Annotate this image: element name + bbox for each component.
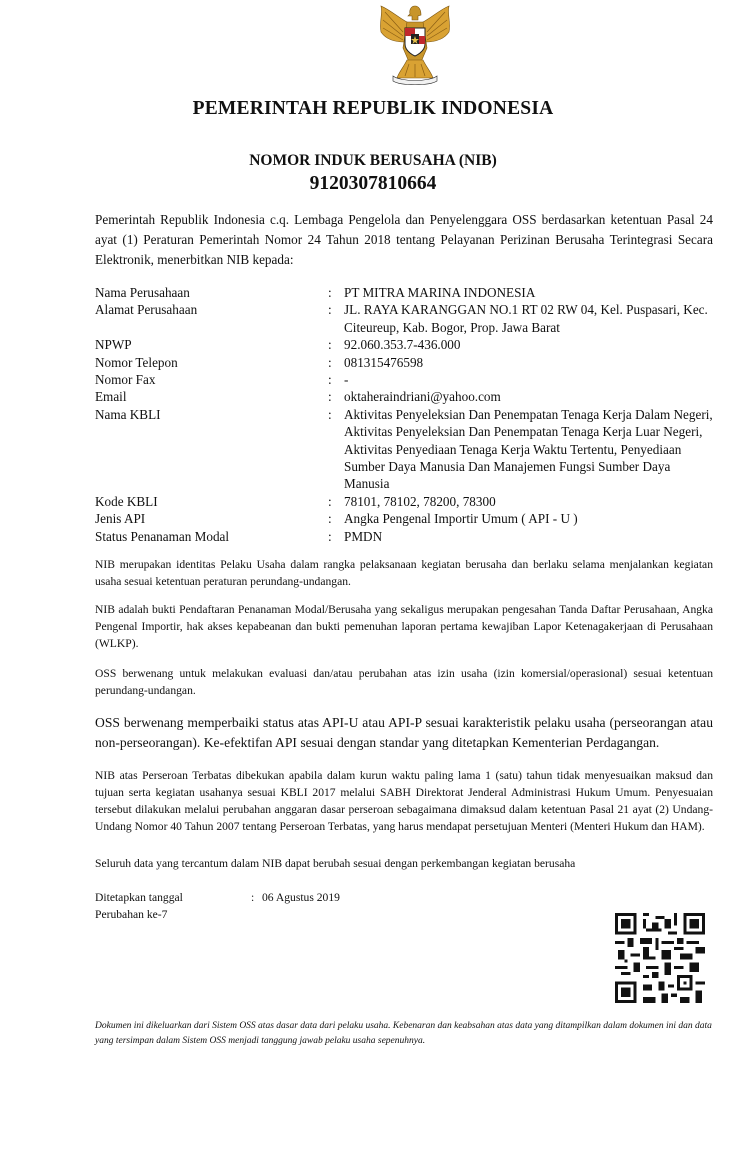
paragraph-data-change: Seluruh data yang tercantum dalam NIB dapat berubah sesuai dengan perkembangan kegiatan berusaha xyxy=(95,857,576,870)
nib-number: 9120307810664 xyxy=(309,173,437,194)
document-title: NOMOR INDUK BERUSAHA (NIB) xyxy=(249,152,497,169)
field-row xyxy=(95,371,715,388)
field-colon: : xyxy=(328,372,332,388)
revision-label: Perubahan ke-7 xyxy=(95,908,168,921)
footer-disclaimer: Dokumen ini dikeluarkan dari Sistem OSS atas dasar data dari pelaku usaha. Kebenaran dan keabsahan atas data yang ditampilkan dalam dokumen ini dan data yang tersimpan dalam Sistem OSS menjadi tanggung jawab pelaku usaha sepenuhnya. xyxy=(95,1021,712,1046)
field-row xyxy=(95,284,715,301)
field-label: Nomor Fax xyxy=(95,372,156,388)
field-row xyxy=(95,354,715,371)
paragraph-nib-identity: NIB merupakan identitas Pelaku Usaha dalam rangka pelaksanaan kegiatan berusaha dan berlaku selama menjalankan kegiatan usaha sesuai ketentuan peraturan perundang-undangan. xyxy=(95,558,713,588)
issuance-date-value: 06 Agustus 2019 xyxy=(262,891,340,904)
issuance-date-label: Ditetapkan tanggal xyxy=(95,891,183,904)
field-colon: : xyxy=(328,285,332,300)
paragraph-oss-evaluation: OSS berwenang untuk melakukan evaluasi dan/atau perubahan atas izin usaha (izin komersial/operasional) sesuai ketentuan perundang-undangan. xyxy=(95,667,713,697)
field-row xyxy=(95,406,715,493)
field-label: Nama Perusahaan xyxy=(95,285,190,300)
field-value: 92.060.353.7-436.000 xyxy=(344,337,461,353)
field-label: Nomor Telepon xyxy=(95,354,178,370)
field-colon: : xyxy=(328,406,332,422)
company-details xyxy=(95,284,715,545)
paragraph-freeze-rules: NIB atas Perseroan Terbatas dibekukan apabila dalam kurun waktu paling lama 1 (satu) tahun tidak menyesuaikan maksud dan tujuan serta kegiatan usahanya sesuai KBLI 2017 melalui SABH Direktorat Jenderal Administrasi Hukum Umum. Penyesuaian tersebut dilakukan melalui perubahan anggaran dasar perseroan sebagaimana dimaksud dalam ketentuan Pasal 21 ayat (2) Undang-Undang Nomor 40 Tahun 2007 tentang Perseroan Terbatas, yang harus mendapat persetujuan Menteri (Menteri Hukum dan HAM). xyxy=(95,769,713,833)
field-value: oktaheraindriani@yahoo.com xyxy=(344,389,501,405)
field-colon: : xyxy=(328,528,332,544)
field-value: Aktivitas Penyeleksian Dan Penempatan Tenaga Kerja Dalam Negeri, Aktivitas Penyeleksian Dan Penempatan Tenaga Kerja Luar Negeri, Aktivitas Penyediaan Tenaga Kerja Waktu Tertentu, Penyediaan Sumber Daya Manusia Dan Manajemen Fungsi Sumber Daya Manusia xyxy=(344,406,713,492)
field-value: 081315476598 xyxy=(344,354,424,370)
field-label: Email xyxy=(95,389,127,405)
government-heading: PEMERINTAH REPUBLIK INDONESIA xyxy=(192,98,554,119)
field-row xyxy=(95,301,715,336)
field-value: 78101, 78102, 78200, 78300 xyxy=(344,493,496,509)
field-value: JL. RAYA KARANGGAN NO.1 RT 02 RW 04, Kel. Puspasari, Kec. Citeureup, Kab. Bogor, Prop. Jawa Barat xyxy=(344,302,708,335)
field-label: NPWP xyxy=(95,337,132,353)
issuance-colon: : xyxy=(251,891,255,904)
field-colon: : xyxy=(328,354,332,370)
field-value: PMDN xyxy=(344,528,383,544)
field-label: Nama KBLI xyxy=(95,406,161,422)
paragraph-api-status: OSS berwenang memperbaiki status atas API-U atau API-P sesuai karakteristik pelaku usaha (perseorangan atau non-perseorangan). Ke-efektifan API sesuai dengan standar yang ditetapkan Kementerian Perdagangan. xyxy=(95,715,713,750)
field-row xyxy=(95,336,715,353)
paragraph-nib-proof: NIB adalah bukti Pendaftaran Penanaman Modal/Berusaha yang sekaligus merupakan pengesahan Tanda Daftar Perusahaan, Angka Pengenal Importir, hak akses kepabeanan dan bukti pemenuhan laporan pertama kewajiban Lapor Ketenagakerjaan di Perusahaan (WLKP). xyxy=(95,603,713,650)
field-value: PT MITRA MARINA INDONESIA xyxy=(344,285,536,300)
issuance-date-row xyxy=(95,889,340,906)
field-label: Status Penanaman Modal xyxy=(95,528,230,544)
field-row xyxy=(95,528,715,545)
field-label: Jenis API xyxy=(95,511,146,527)
field-colon: : xyxy=(328,511,332,527)
qr-code-icon xyxy=(615,913,705,1003)
field-label: Alamat Perusahaan xyxy=(95,302,198,318)
field-colon: : xyxy=(328,302,332,318)
field-row xyxy=(95,493,715,510)
field-colon: : xyxy=(328,337,332,353)
field-colon: : xyxy=(328,493,332,509)
field-row xyxy=(95,388,715,405)
field-row xyxy=(95,510,715,527)
intro-paragraph: Pemerintah Republik Indonesia c.q. Lembaga Pengelola dan Penyelenggara OSS berdasarkan ketentuan Pasal 24 ayat (1) Peraturan Pemerintah Nomor 24 Tahun 2018 tentang Pelayanan Perizinan Berusaha Terintegrasi Secara Elektronik, menerbitkan NIB kepada: xyxy=(95,212,713,267)
field-colon: : xyxy=(328,389,332,405)
garuda-emblem-icon xyxy=(371,2,459,86)
field-value: Angka Pengenal Importir Umum ( API - U ) xyxy=(344,511,578,527)
field-value: - xyxy=(344,372,349,388)
field-label: Kode KBLI xyxy=(95,493,158,509)
